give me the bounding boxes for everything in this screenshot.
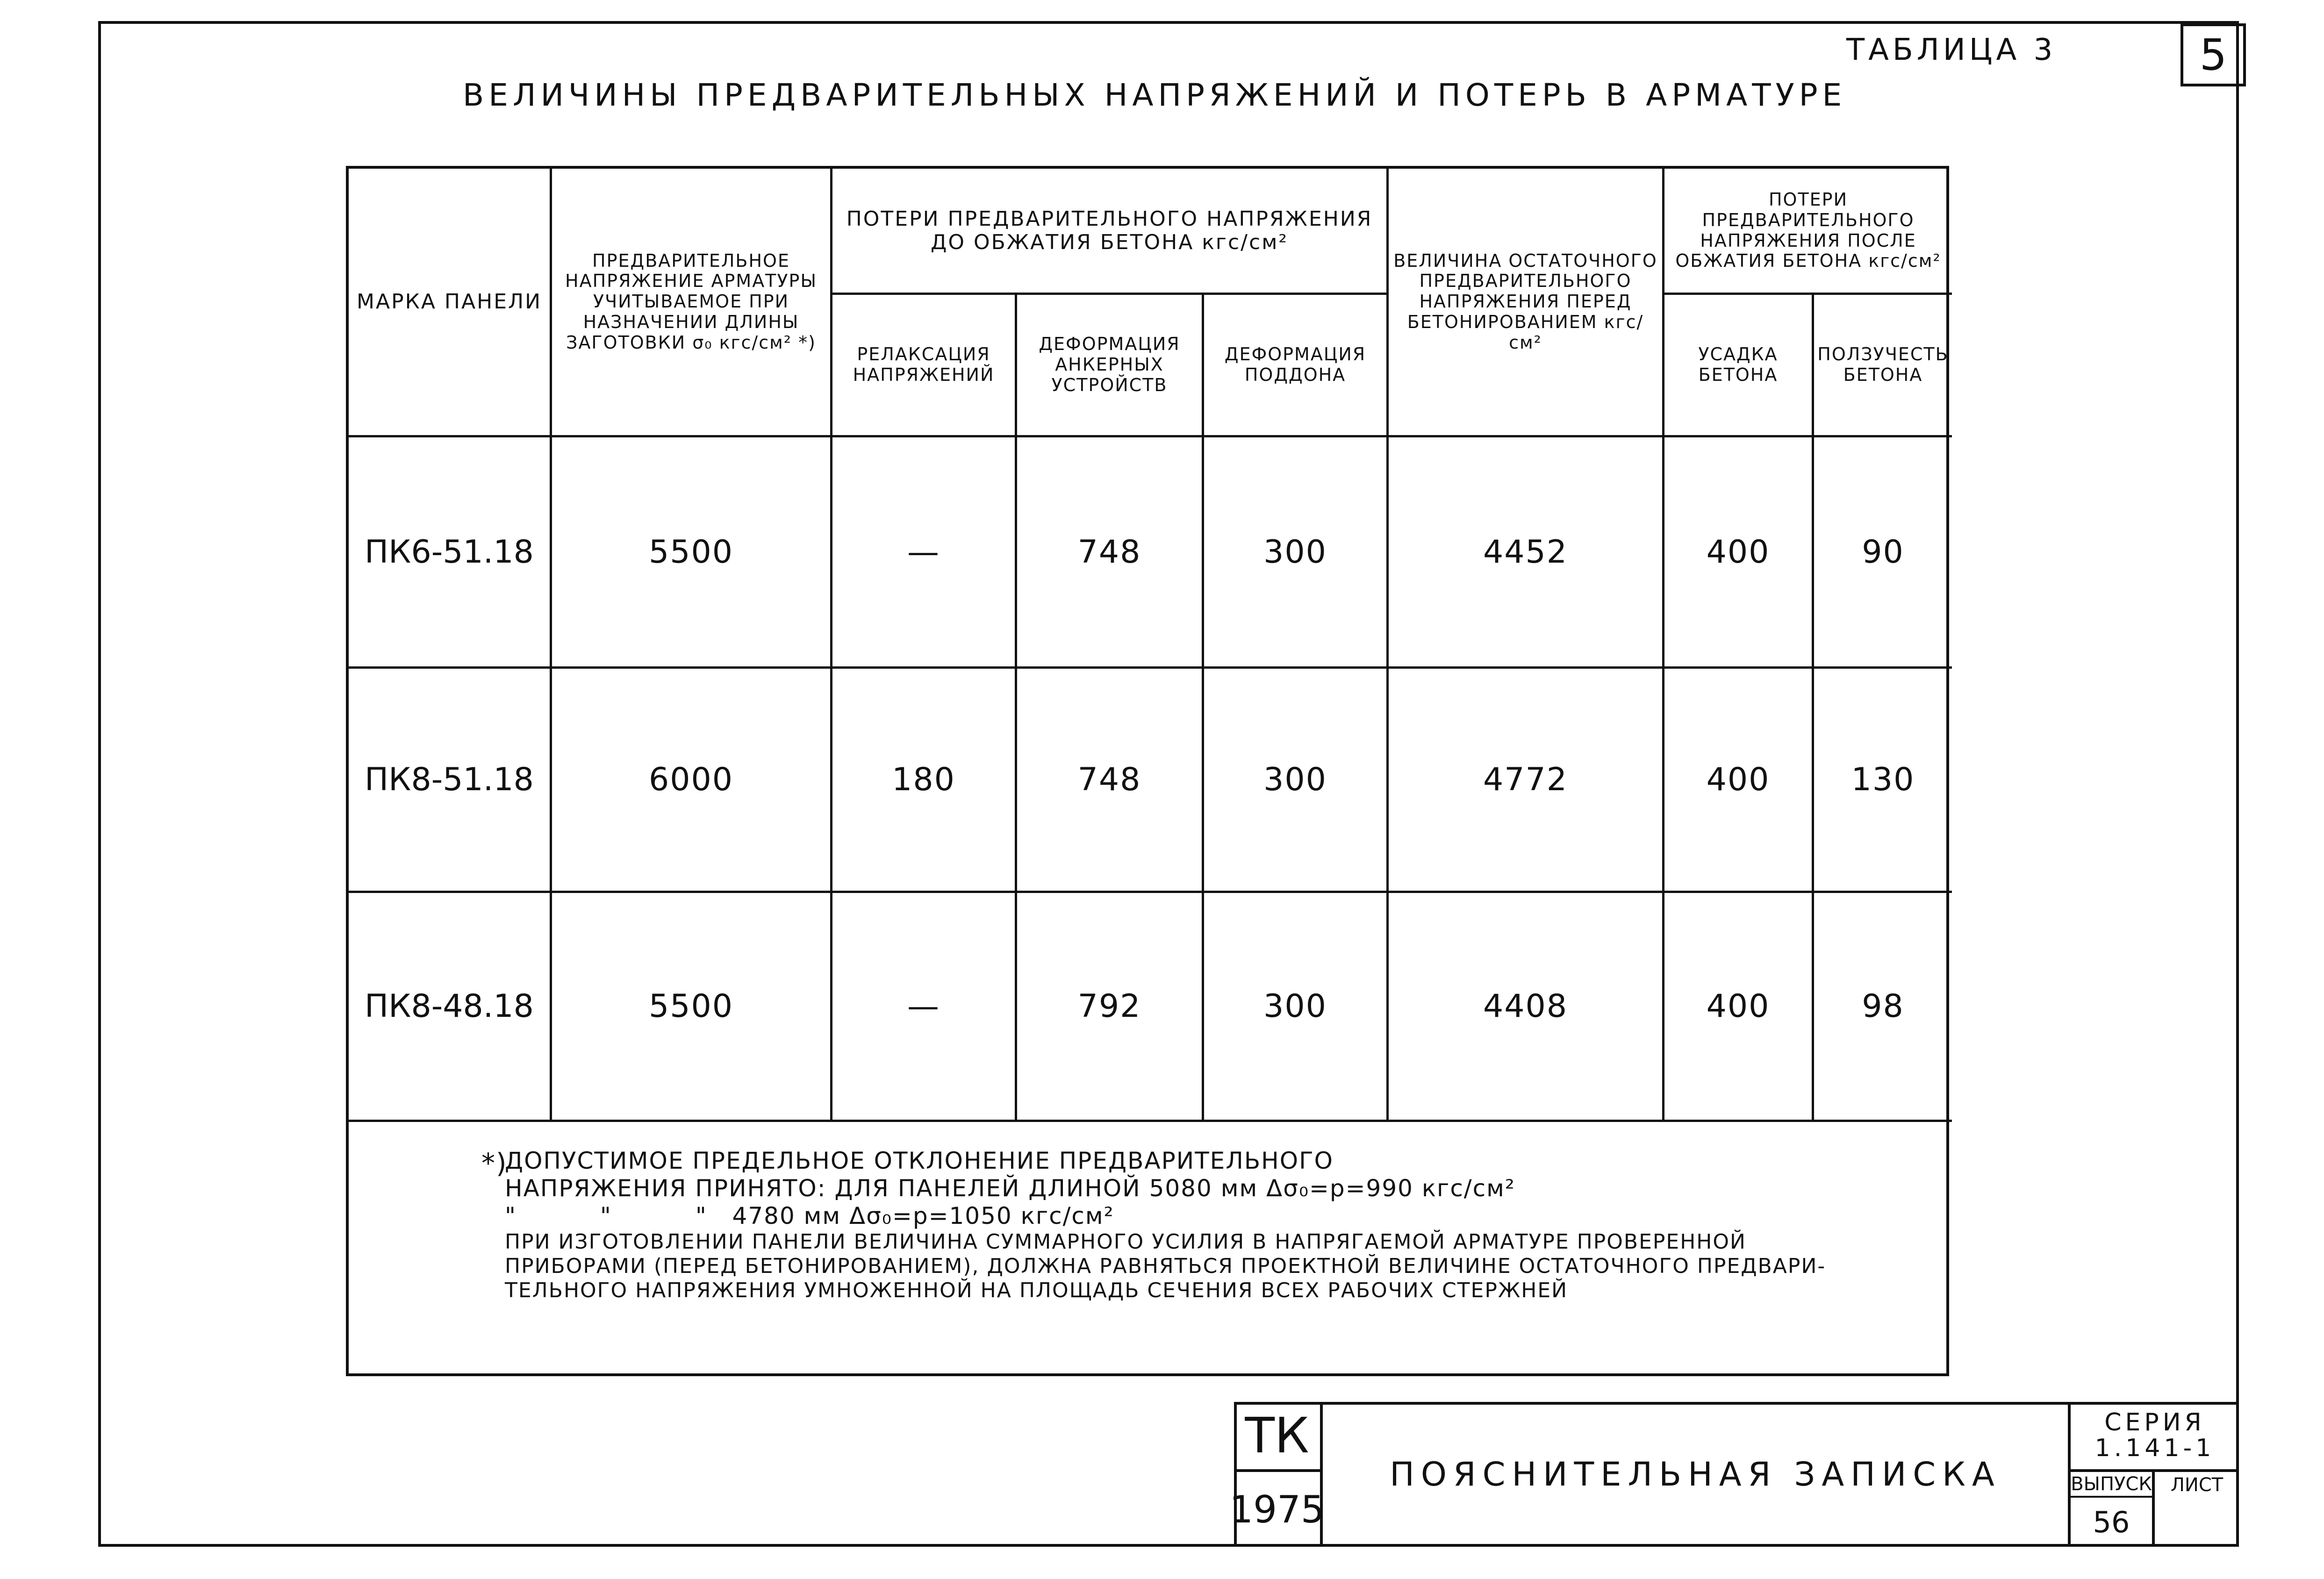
row3-prestress: 5500 (648, 988, 734, 1025)
row3-residual: 4408 (1483, 988, 1568, 1025)
row1-residual: 4452 (1483, 533, 1568, 571)
row3-pallet: 300 (1263, 988, 1327, 1025)
row2-pallet: 300 (1263, 761, 1327, 798)
footnote-line: НАПРЯЖЕНИЯ ПРИНЯТО: ДЛЯ ПАНЕЛЕЙ ДЛИНОЙ 5080 мм Δσ₀=p=990 кгс/см² (505, 1175, 1515, 1202)
header-creep: ПОЛЗУЧЕСТЬ БЕТОНА (1817, 344, 1949, 385)
table-label: ТАБЛИЦА 3 (1846, 33, 2057, 67)
issue-value: 56 (2071, 1498, 2155, 1547)
row1-prestress: 5500 (648, 533, 734, 571)
issue-label: ВЫПУСК (2071, 1472, 2155, 1498)
header-prestress: ПРЕДВАРИТЕЛЬНОЕ НАПРЯЖЕНИЕ АРМАТУРЫ УЧИТЫВАЕМОЕ ПРИ НАЗНАЧЕНИИ ДЛИНЫ ЗАГОТОВКИ σ₀ кгс/см² *) (565, 250, 817, 353)
row2-creep: 130 (1851, 761, 1915, 798)
footnote-line: " " " 4780 мм Δσ₀=p=1050 кгс/см² (505, 1202, 1114, 1229)
row1-mark: ПК6-51.18 (365, 533, 534, 571)
header-relaxation: РЕЛАКСАЦИЯ НАПРЯЖЕНИЙ (853, 344, 995, 385)
row2-relaxation: 180 (892, 761, 955, 798)
row3-creep: 98 (1862, 988, 1904, 1025)
header-shrinkage: УСАДКА БЕТОНА (1698, 344, 1778, 385)
row3-anchor: 792 (1077, 988, 1141, 1025)
title-block-org: ТК (1234, 1402, 1323, 1472)
row1-anchor: 748 (1077, 533, 1141, 571)
row2-residual: 4772 (1483, 761, 1568, 798)
footnote-line: ТЕЛЬНОГО НАПРЯЖЕНИЯ УМНОЖЕННОЙ НА ПЛОЩАДЬ СЕЧЕНИЯ ВСЕХ РАБОЧИХ СТЕРЖНЕЙ (505, 1278, 1568, 1302)
page-number: 5 (2181, 23, 2246, 86)
footnote-line: ПРИ ИЗГОТОВЛЕНИИ ПАНЕЛИ ВЕЛИЧИНА СУММАРНОГО УСИЛИЯ В НАПРЯГАЕМОЙ АРМАТУРЕ ПРОВЕРЕННОЙ (505, 1230, 1746, 1254)
series-value: 1.141-1 (2094, 1434, 2215, 1462)
row2-mark: ПК8-51.18 (365, 761, 534, 798)
header-residual-stress: ВЕЛИЧИНА ОСТАТОЧНОГО ПРЕДВАРИТЕЛЬНОГО НАПРЯЖЕНИЯ ПЕРЕД БЕТОНИРОВАНИЕМ кгс/см² (1393, 250, 1657, 353)
row1-shrinkage: 400 (1706, 533, 1770, 571)
footnote (481, 1147, 1930, 1303)
header-pallet-deformation: ДЕФОРМАЦИЯ ПОДДОНА (1224, 344, 1366, 385)
row3-shrinkage: 400 (1706, 988, 1770, 1025)
footnote-line: ПРИБОРАМИ (ПЕРЕД БЕТОНИРОВАНИЕМ), ДОЛЖНА РАВНЯТЬСЯ ПРОЕКТНОЙ ВЕЛИЧИНЕ ОСТАТОЧНОГО ПРЕДВАРИ- (505, 1254, 1826, 1278)
row3-relaxation: — (907, 988, 940, 1025)
sheet-label: ЛИСТ (2170, 1474, 2224, 1496)
title-block-title: ПОЯСНИТЕЛЬНАЯ ЗАПИСКА (1323, 1402, 2071, 1547)
title-block-year: 1975 (1234, 1472, 1323, 1547)
row1-relaxation: — (907, 533, 940, 571)
row3-mark: ПК8-48.18 (365, 988, 534, 1025)
row2-shrinkage: 400 (1706, 761, 1770, 798)
series-label: СЕРИЯ (2104, 1408, 2205, 1437)
title-block-series (2071, 1402, 2239, 1472)
document-title: ВЕЛИЧИНЫ ПРЕДВАРИТЕЛЬНЫХ НАПРЯЖЕНИЙ И ПОТЕРЬ В АРМАТУРЕ (463, 77, 1847, 113)
header-losses-after: ПОТЕРИ ПРЕДВАРИТЕЛЬНОГО НАПРЯЖЕНИЯ ПОСЛЕ ОБЖАТИЯ БЕТОНА кгс/см² (1675, 189, 1941, 272)
row1-pallet: 300 (1263, 533, 1327, 571)
row2-anchor: 748 (1077, 761, 1141, 798)
header-losses-before: ПОТЕРИ ПРЕДВАРИТЕЛЬНОГО НАПРЯЖЕНИЯ ДО ОБЖАТИЯ БЕТОНА кгс/см² (846, 207, 1373, 254)
header-panel-mark: МАРКА ПАНЕЛИ (357, 290, 542, 314)
row2-prestress: 6000 (648, 761, 734, 798)
footnote-line: ДОПУСТИМОЕ ПРЕДЕЛЬНОЕ ОТКЛОНЕНИЕ ПРЕДВАРИТЕЛЬНОГО (505, 1147, 1334, 1174)
header-anchor-deformation: ДЕФОРМАЦИЯ АНКЕРНЫХ УСТРОЙСТВ (1039, 334, 1180, 395)
row1-creep: 90 (1862, 533, 1904, 571)
footnote-star: *) (481, 1147, 508, 1179)
